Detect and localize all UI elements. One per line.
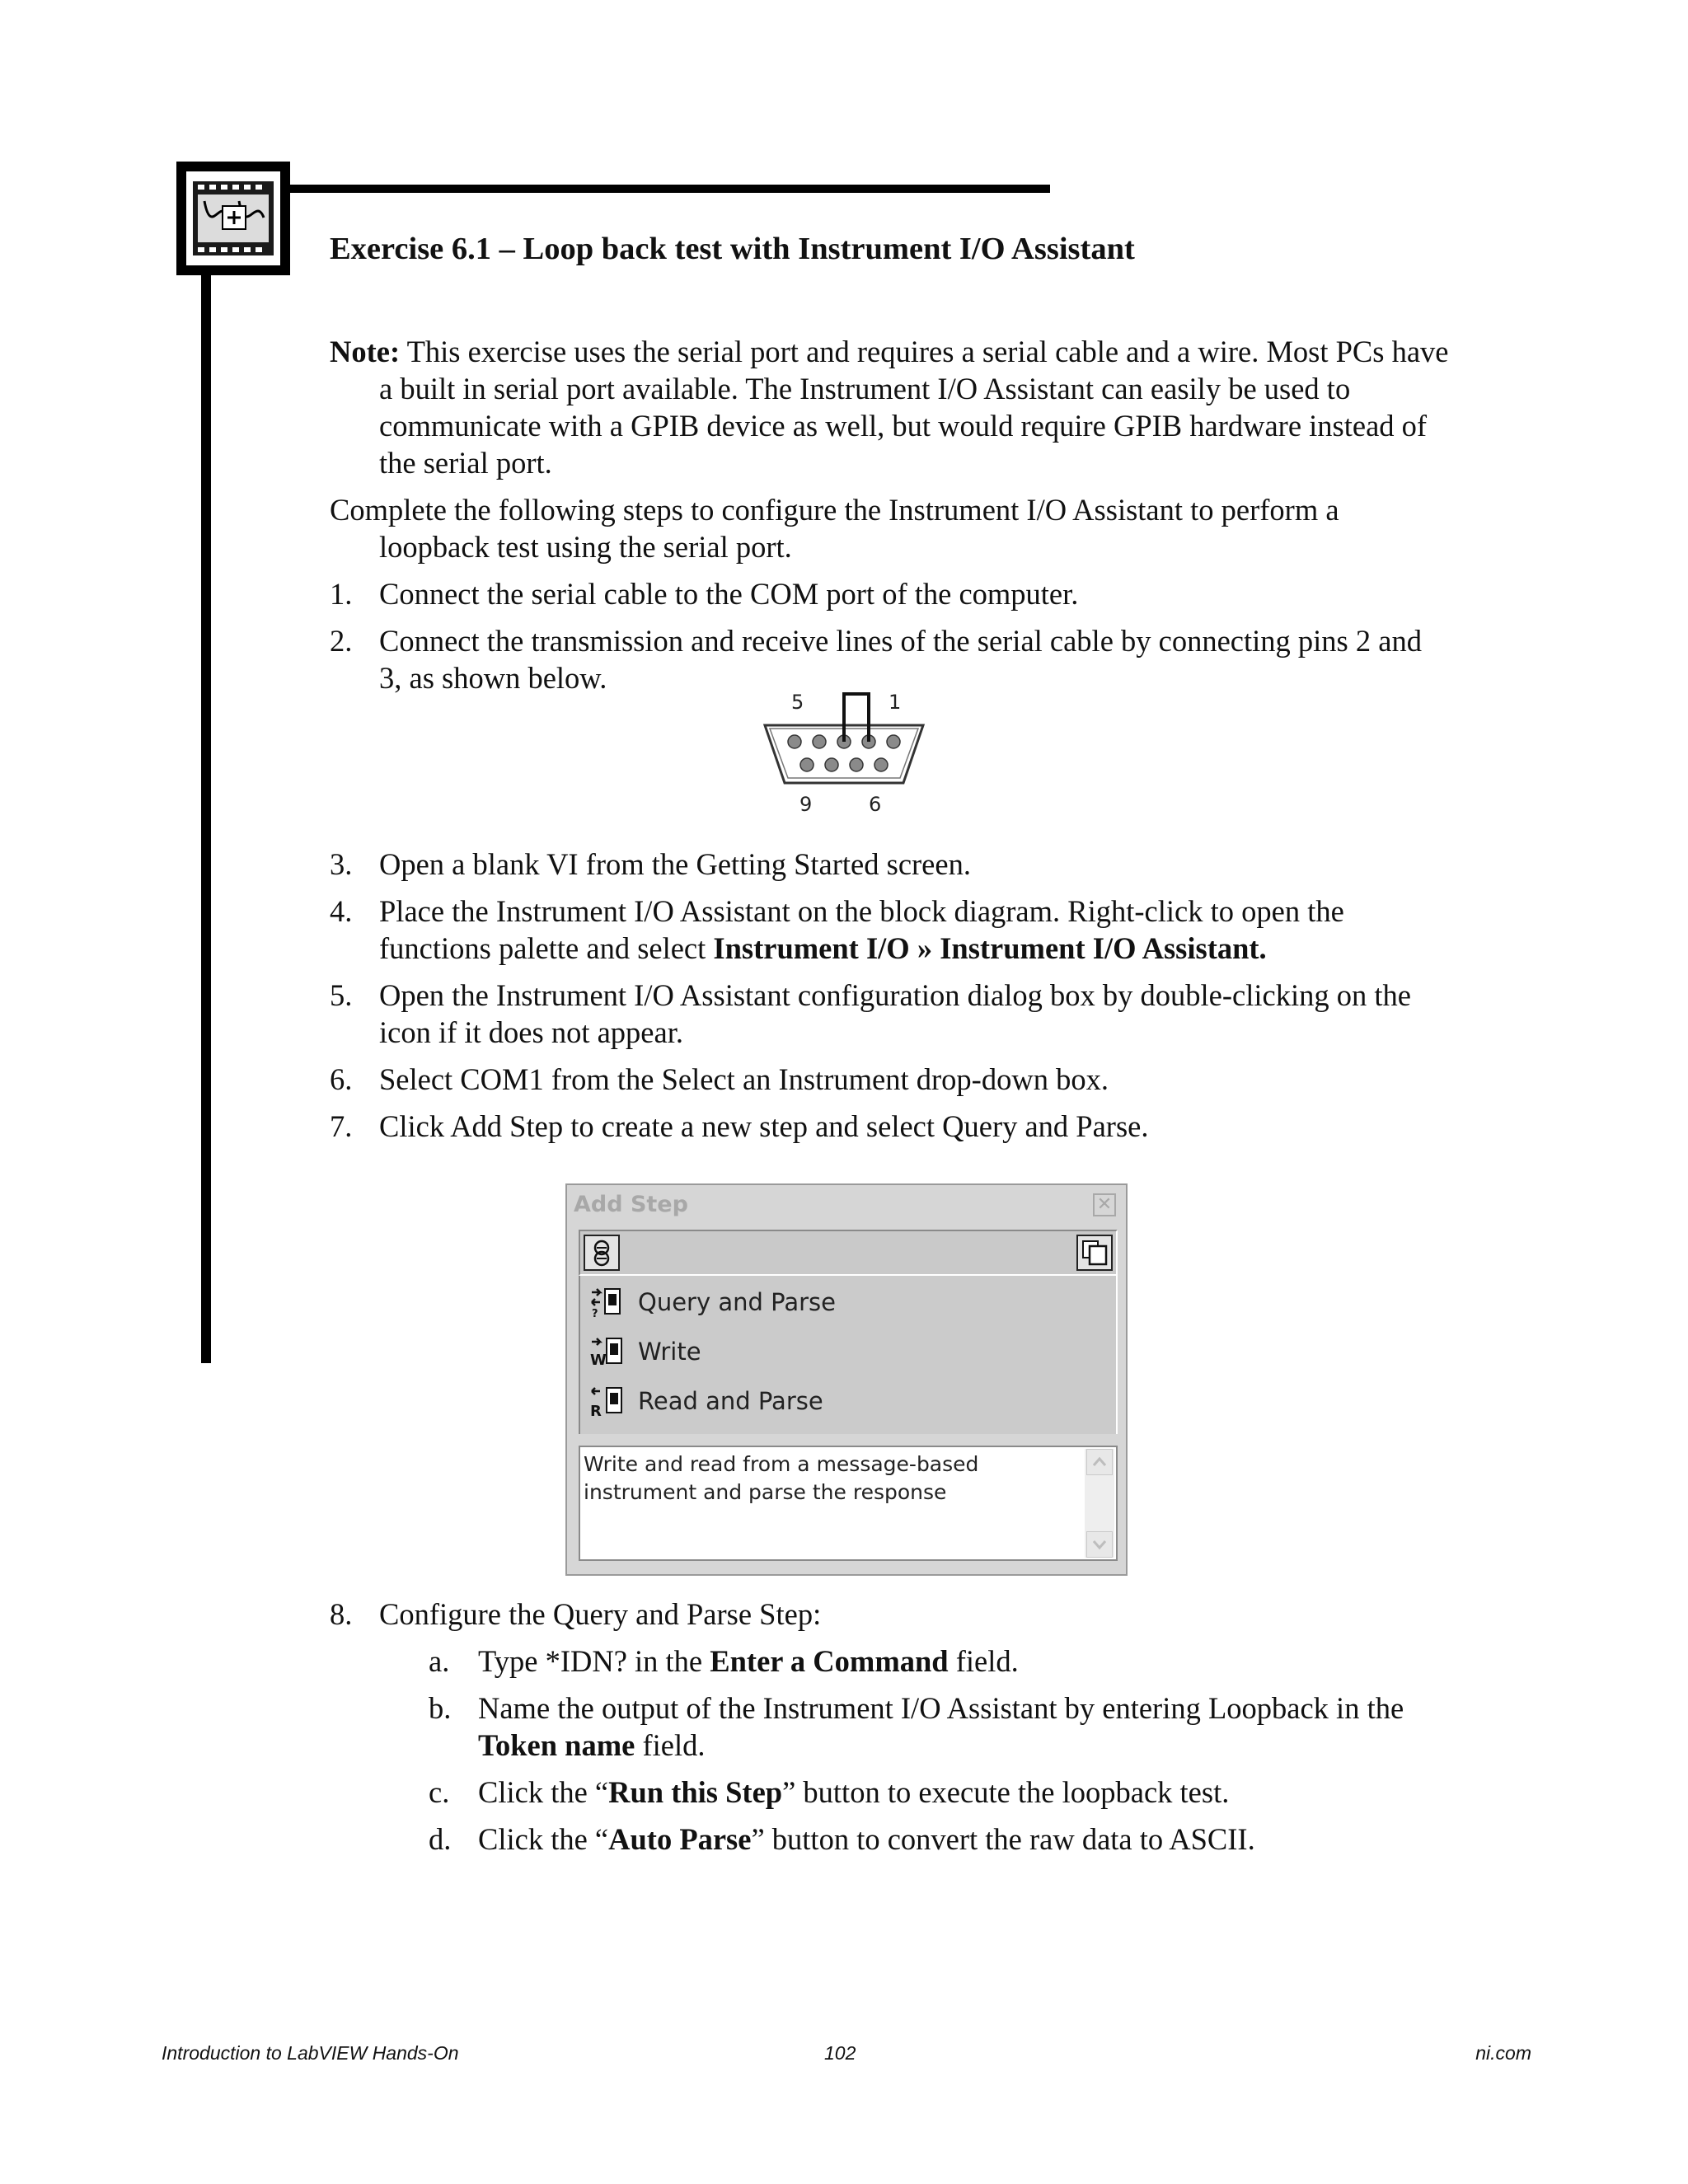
footer-website: ni.com [1475,2042,1531,2064]
pin-label-6: 6 [869,793,882,816]
scroll-down-button[interactable] [1086,1531,1113,1558]
substep-letter: a. [429,1644,450,1678]
step-description-box [579,1446,1118,1561]
scroll-up-button[interactable] [1086,1449,1113,1475]
step-4 [330,893,1451,967]
button-name: Auto Parse [608,1822,752,1856]
substep-letter: d. [429,1822,452,1856]
step-number: 7. [330,1109,353,1143]
substep-text-plain: field. [635,1728,706,1762]
step-number: 2. [330,624,353,658]
list-item-read-and-parse[interactable] [588,1380,823,1422]
add-step-dialog [565,1183,1128,1576]
title-rule [290,185,1050,193]
step-text: Connect the serial cable to the COM port of the computer. [379,577,1079,611]
step-number: 5. [330,978,353,1012]
substep-text [478,1690,1451,1764]
step-text: Configure the Query and Parse Step: [379,1597,822,1631]
step-7 [330,1108,1451,1145]
intro-paragraph: Complete the following steps to configure the Instrument I/O Assistant to perform a loopback test using the serial port. [330,493,1339,564]
step-6 [330,1061,1451,1098]
chevron-down-icon [1087,1532,1112,1557]
substep-text-plain: ” button to execute the loopback test. [782,1775,1230,1809]
close-icon[interactable]: ✕ [1093,1193,1116,1216]
list-item-write[interactable] [588,1330,701,1373]
substep-b [330,1690,1451,1764]
body-text-upper [330,333,1451,696]
step-text: Open a blank VI from the Getting Started screen. [379,847,971,881]
step-number: 6. [330,1062,353,1096]
db9-connector-diagram [758,686,930,818]
footer-book-title: Introduction to LabVIEW Hands-On [162,2042,459,2064]
description-scrollbar[interactable] [1085,1449,1114,1558]
pin-label-9: 9 [799,793,813,816]
field-name: Enter a Command [710,1644,949,1678]
substep-text [478,1821,1451,1858]
query-parse-icon [588,1284,625,1320]
step-number: 3. [330,847,353,881]
substep-text-plain: ” button to convert the raw data to ASCII. [751,1822,1255,1856]
body-text-lower [330,1596,1451,1858]
expand-collapse-button[interactable] [584,1235,620,1271]
step-number: 8. [330,1597,353,1631]
step-number: 1. [330,577,353,611]
copy-view-icon [1078,1236,1111,1269]
footer-page-number: 102 [824,2042,856,2064]
substep-text [478,1643,1451,1680]
note-paragraph [330,333,1451,481]
substep-text [478,1774,1451,1811]
pin-label-1: 1 [889,691,902,714]
substep-letter: c. [429,1775,450,1809]
svg-text:?: ? [592,1308,598,1320]
exercise-icon [176,162,290,275]
note-text: This exercise uses the serial port and requires a serial cable and a wire. Most PCs have a built in serial port available. The Instrument I/O Assistant can easily be used to communicate with a GPIB device as well, but would require GPIB hardware instead of the serial port. [379,335,1449,480]
substep-text-plain: field. [948,1644,1019,1678]
step-3 [330,846,1451,883]
dialog-toolbar [579,1230,1118,1276]
svg-text:R: R [590,1403,602,1419]
svg-text:W: W [590,1352,607,1369]
substep-letter: b. [429,1691,452,1725]
dialog-title: Add Step [574,1192,688,1217]
step-text: Select COM1 from the Select an Instrument drop-down box. [379,1062,1109,1096]
button-name: Run this Step [608,1775,783,1809]
note-label: Note: [330,335,401,368]
substep-d [330,1821,1451,1858]
menu-path: Instrument I/O » Instrument I/O Assistant. [713,931,1267,965]
field-name: Token name [478,1728,635,1762]
pin-label-5: 5 [791,691,804,714]
list-item-query-and-parse[interactable] [588,1281,836,1324]
view-toggle-button[interactable] [1076,1235,1113,1271]
step-text: Click Add Step to create a new step and select Query and Parse. [379,1109,1149,1143]
step-text-plain: Place the Instrument I/O Assistant on the block diagram. Right-click to open the functions palette and select [379,894,1344,965]
list-item-label: Query and Parse [638,1288,836,1316]
chevron-up-icon [1087,1450,1112,1474]
substep-text-plain: Click the “ [478,1822,609,1856]
step-8 [330,1596,1451,1633]
expand-collapse-icon [585,1236,618,1269]
substep-text-plain: Click the “ [478,1775,609,1809]
step-type-list [579,1276,1118,1434]
step-number: 4. [330,894,353,928]
list-item-label: Read and Parse [638,1387,823,1415]
side-rule [201,275,211,1363]
write-icon [588,1333,625,1370]
read-parse-icon [588,1383,625,1419]
film-vi-icon [186,171,280,265]
step-description: Write and read from a message-based instrument and parse the response [584,1452,979,1504]
step-text: Open the Instrument I/O Assistant configuration dialog box by double-clicking on the icon if it does not appear. [379,978,1411,1049]
substep-text-plain: Name the output of the Instrument I/O Assistant by entering Loopback in the [478,1691,1404,1725]
step-text: Connect the transmission and receive lines of the serial cable by connecting pins 2 and 3, as shown below. [379,624,1422,695]
exercise-title: Exercise 6.1 – Loop back test with Instrument I/O Assistant [330,232,1135,266]
substep-c [330,1774,1451,1811]
step-1 [330,575,1451,612]
body-text-middle [330,846,1451,1145]
list-item-label: Write [638,1338,701,1366]
substep-text-plain: Type *IDN? in the [478,1644,710,1678]
step-5 [330,977,1451,1051]
step-text [379,893,1451,967]
substep-a [330,1643,1451,1680]
